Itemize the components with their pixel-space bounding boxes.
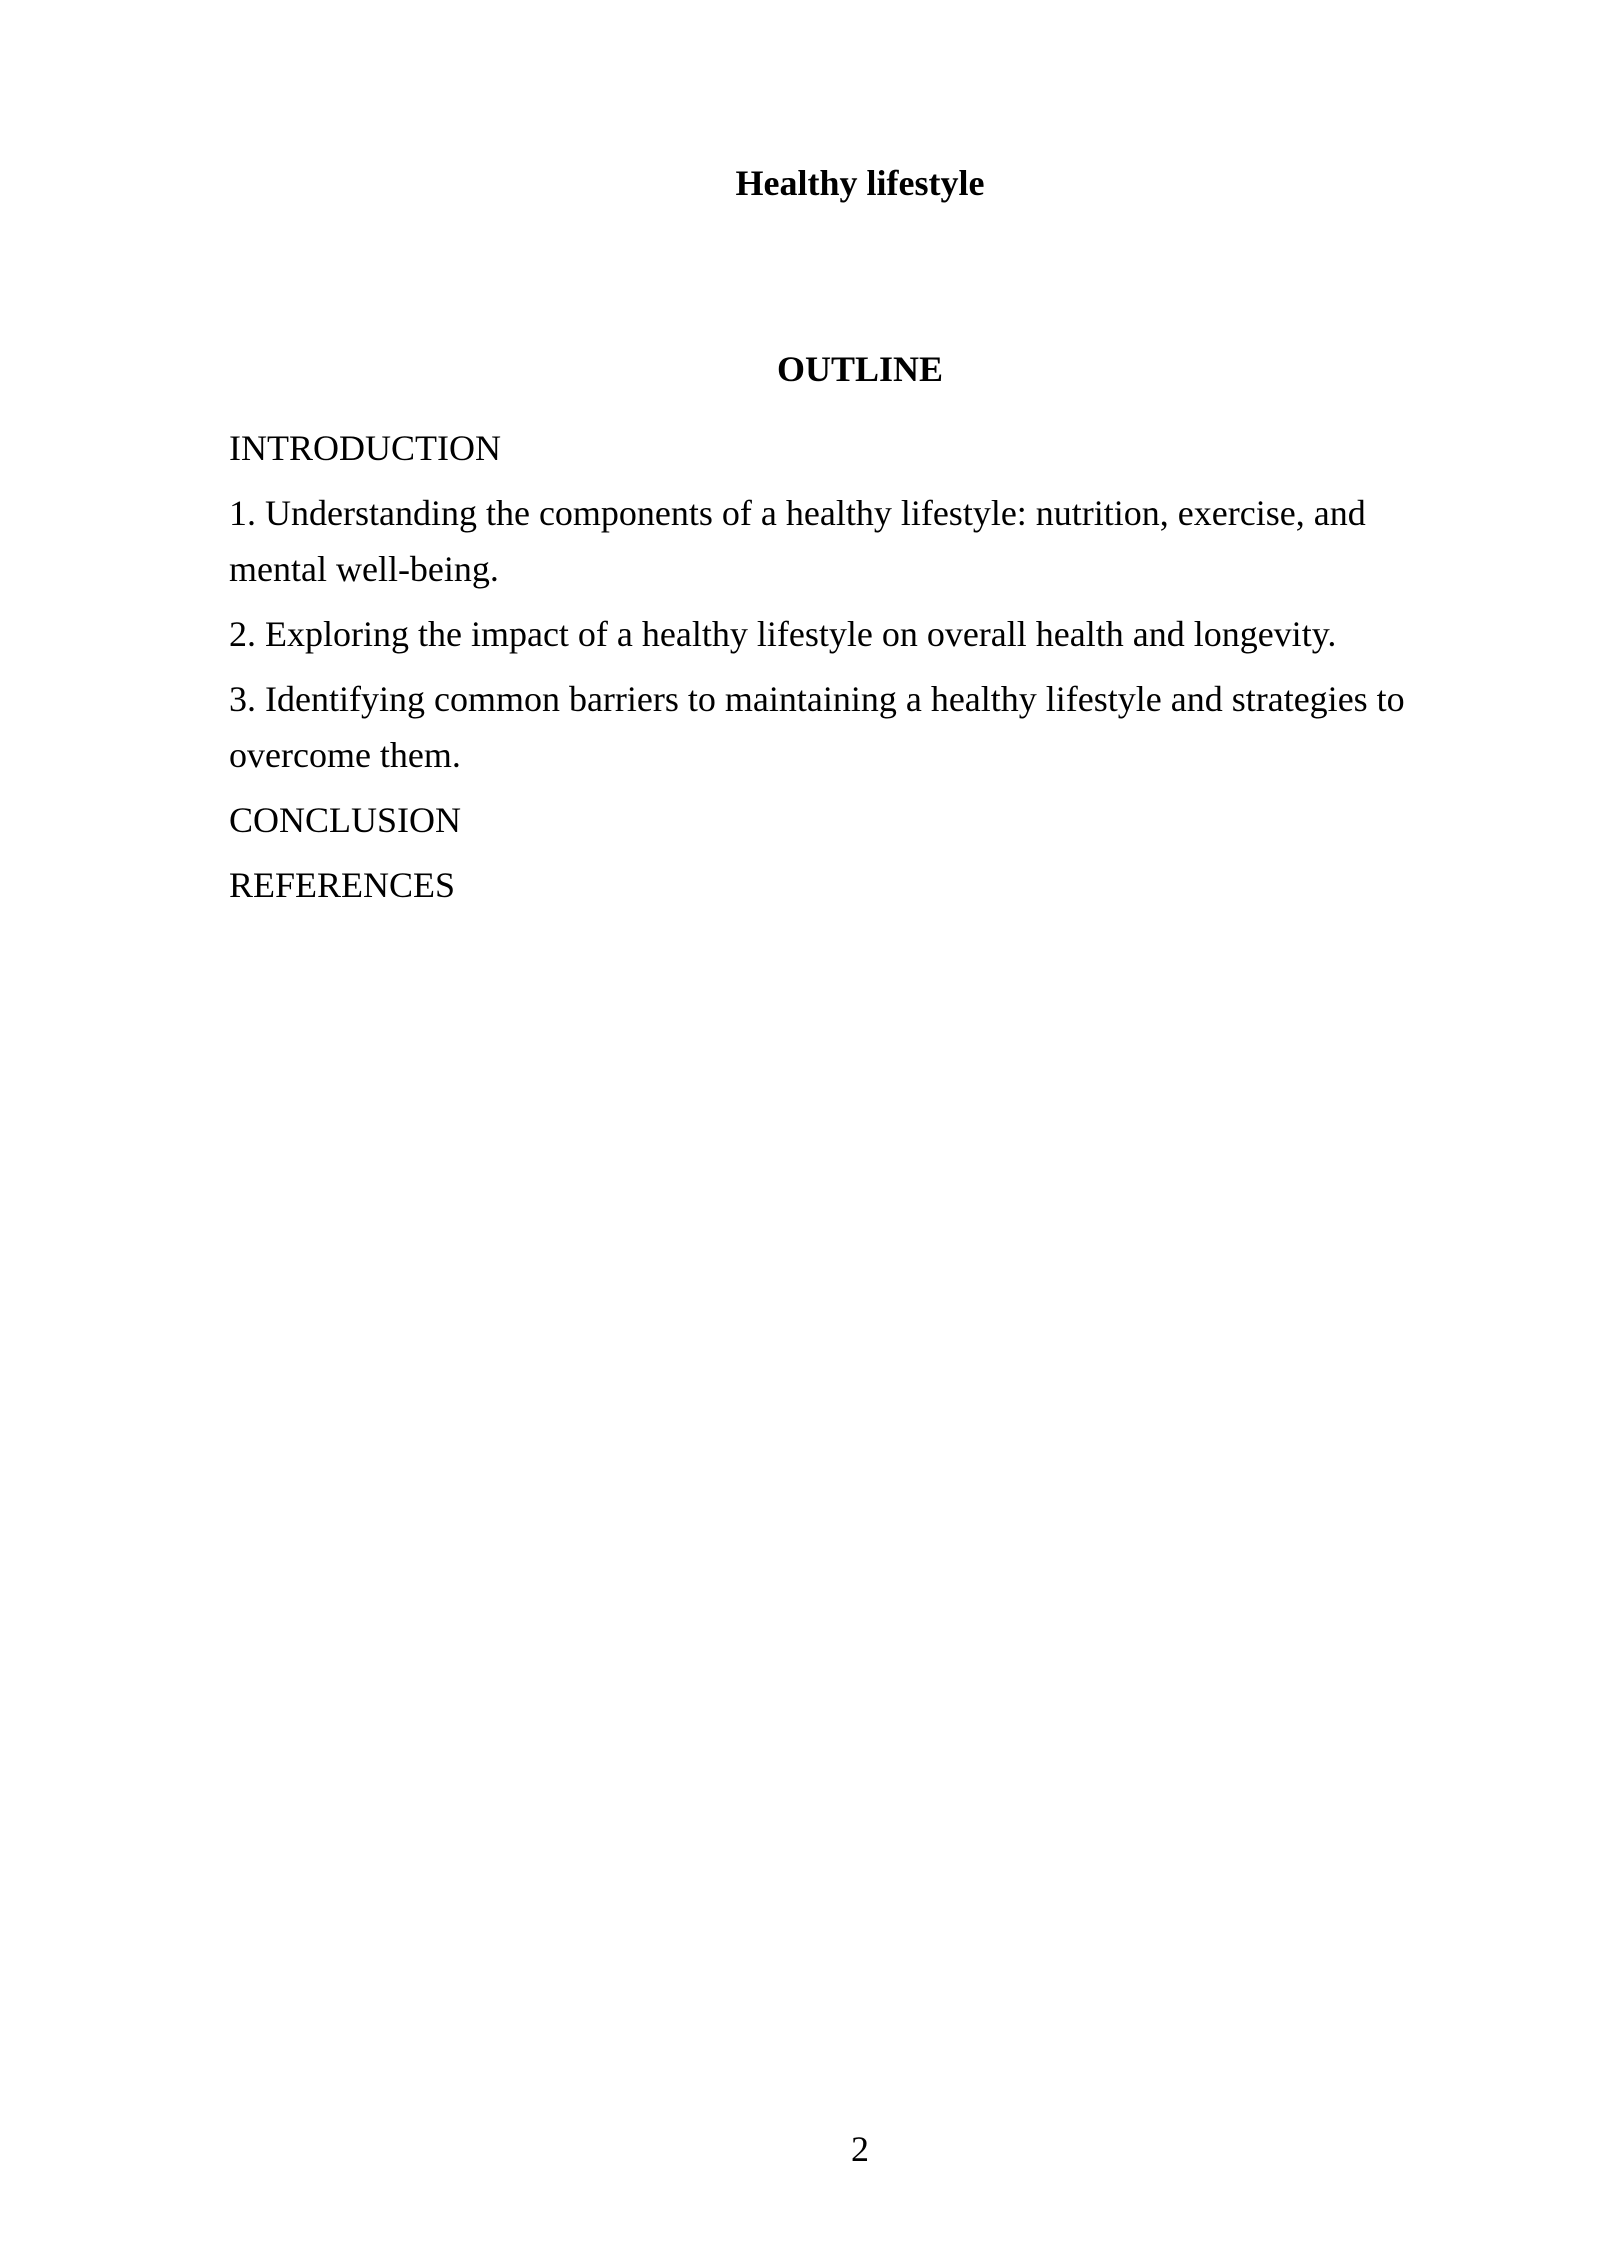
outline-item-conclusion: CONCLUSION <box>229 800 462 840</box>
document-title: Healthy lifestyle <box>735 163 985 203</box>
outline-item-3: 3. Identifying common barriers to maintaining a healthy lifestyle and strategies to overcome them. <box>229 679 1405 775</box>
outline-item-1: 1. Understanding the components of a healthy lifestyle: nutrition, exercise, and mental well-being. <box>229 493 1366 589</box>
outline-heading: OUTLINE <box>776 349 944 389</box>
outline-item-introduction: INTRODUCTION <box>229 428 501 468</box>
outline-item-references: REFERENCES <box>229 865 456 905</box>
outline-item-2: 2. Exploring the impact of a healthy lifestyle on overall health and longevity. <box>229 614 1337 654</box>
page-number: 2 <box>851 2129 869 2169</box>
outline-list <box>229 420 1469 922</box>
